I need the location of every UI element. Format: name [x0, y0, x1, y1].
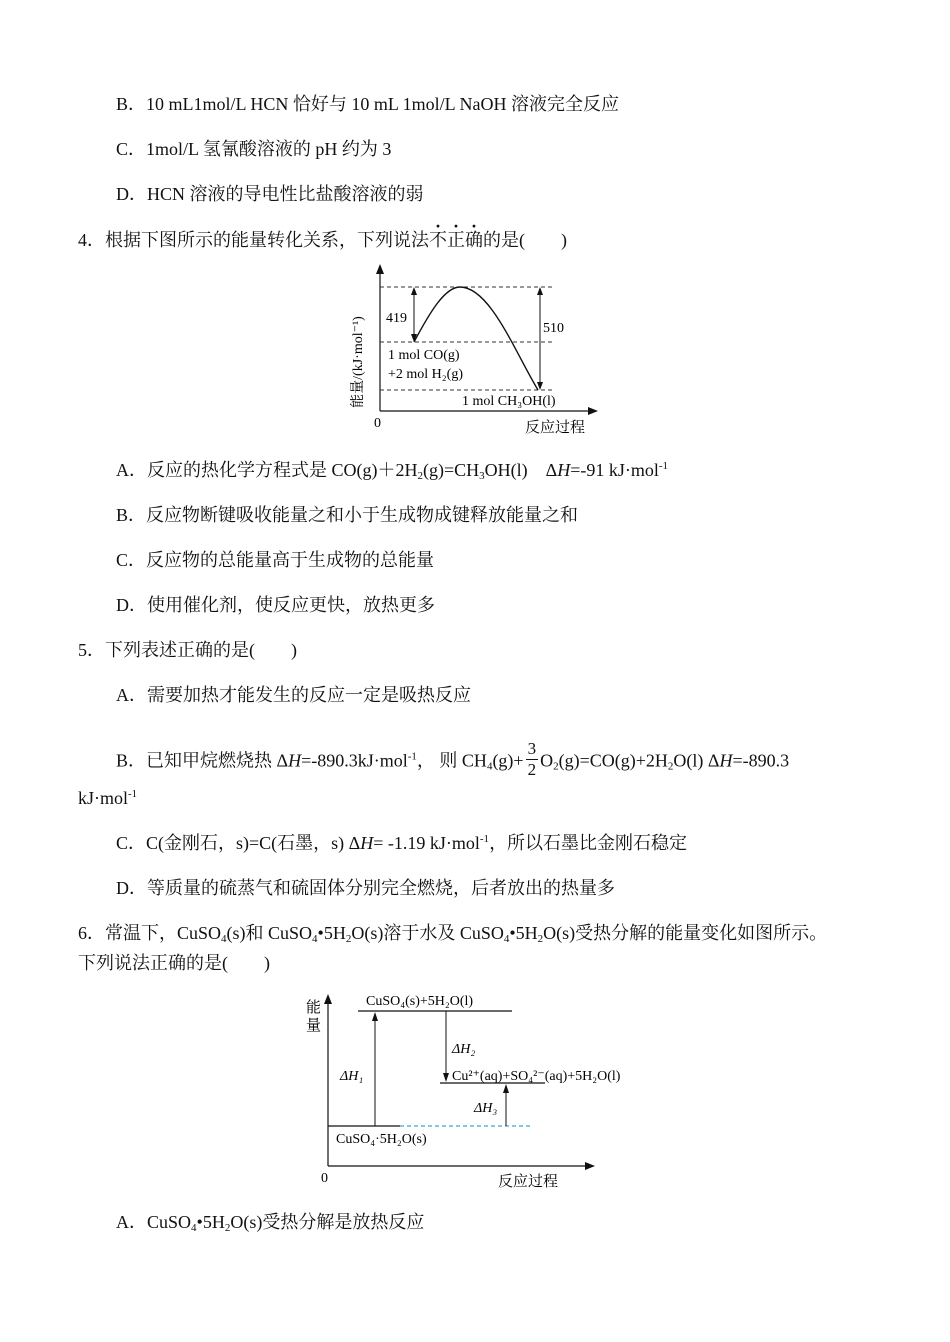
- q4-option-d: D．使用催化剂，使反应更快，放热更多: [116, 595, 435, 615]
- q4-value-419: 419: [386, 311, 407, 326]
- q5-option-b-continued: kJ·mol$^{-1}$: [78, 788, 138, 808]
- q6-origin: 0: [321, 1171, 328, 1186]
- fraction-three-halves: $\frac{3}{2}$: [527, 739, 537, 779]
- q5-option-d: D．等质量的硫蒸气和硫固体分别完全燃烧，后者放出的热量多: [116, 878, 615, 898]
- q6-dh3-label: ΔH₃: [474, 1101, 498, 1116]
- q6-mid-state: Cu²⁺(aq)+SO₄²⁻(aq)+5H₂O(l): [452, 1069, 621, 1084]
- q4-option-b: B．反应物断键吸收能量之和小于生成物成键释放能量之和: [116, 505, 579, 525]
- q3-option-c: C．1mol/L 氢氰酸溶液的 pH 约为 3: [116, 139, 392, 159]
- q4-y-axis-label: 能量/(kJ·mol⁻¹): [351, 316, 366, 408]
- q6-top-state: CuSO₄(s)+5H₂O(l): [366, 994, 474, 1009]
- q5-option-b: B．已知甲烷燃烧热 ΔH=-890.3kJ·mol$^{-1}$， 则 $CH_4(g)+$ $\frac{3}{2}$ $O_2(g)=CO(g)+2H_2O(l)$ ΔH=-890.3: [116, 739, 790, 779]
- q6-y-axis-label-1: 能: [306, 1000, 322, 1016]
- q4-option-a: A．反应的热化学方程式是 $CO(g)+2H_2(g)=CH_3OH(l)$ ΔH=-91 kJ·mol$^{-1}$: [116, 460, 669, 482]
- q6-energy-diagram: [300, 990, 660, 1190]
- q4-option-c: C．反应物的总能量高于生成物的总能量: [116, 550, 435, 570]
- q6-stem-line2: 下列说法正确的是( ): [78, 953, 270, 973]
- q5-option-a: A．需要加热才能发生的反应一定是吸热反应: [116, 685, 471, 705]
- q6-x-axis-label: 反应过程: [498, 1174, 559, 1190]
- q4-energy-diagram: [350, 262, 610, 442]
- q6-y-axis-label-2: 量: [306, 1018, 322, 1034]
- emph-char-3: 确: [465, 230, 483, 250]
- q3-option-d: D．HCN 溶液的导电性比盐酸溶液的弱: [116, 184, 424, 204]
- q4-origin: 0: [374, 416, 381, 431]
- q6-stem-line1: 6．常温下，CuSO$_4$(s)和 $CuSO_4•5H_2O(s)$溶于水及 $CuSO_4•5H_2O(s)$受热分解的能量变化如图所示。: [78, 923, 828, 945]
- q6-option-a: A．$CuSO_4•5H_2O(s)$受热分解是放热反应: [116, 1212, 425, 1234]
- q6-bottom-state: CuSO₄·5H₂O(s): [336, 1132, 427, 1147]
- q4-value-510: 510: [543, 321, 564, 336]
- q4-emphasis: [429, 230, 483, 250]
- q5-stem: 5．下列表述正确的是( ): [78, 640, 297, 660]
- emph-char-2: 正: [447, 230, 465, 250]
- q4-reactant-line1: 1 mol CO(g): [388, 348, 460, 363]
- q6-dh1-label: ΔH₁: [340, 1069, 364, 1084]
- emph-char-1: 不: [429, 230, 447, 250]
- q6-dh2-label: ΔH₂: [452, 1042, 476, 1057]
- q3-option-b: B．10 mL1mol/L HCN 恰好与 10 mL 1mol/L NaOH 溶液完全反应: [116, 94, 619, 114]
- q4-product: 1 mol CH₃OH(l): [462, 394, 556, 409]
- q4-stem: 4．根据下图所示的能量转化关系，下列说法不正确的是( ): [78, 230, 567, 250]
- q5-option-c: C．C(金刚石，s)=C(石墨，s) ΔH= -1.19 kJ·mol$^{-1}$，所以石墨比金刚石稳定: [116, 833, 688, 853]
- q4-reactant-line2: +2 mol H₂(g): [388, 367, 463, 382]
- q4-x-axis-label: 反应过程: [525, 420, 586, 436]
